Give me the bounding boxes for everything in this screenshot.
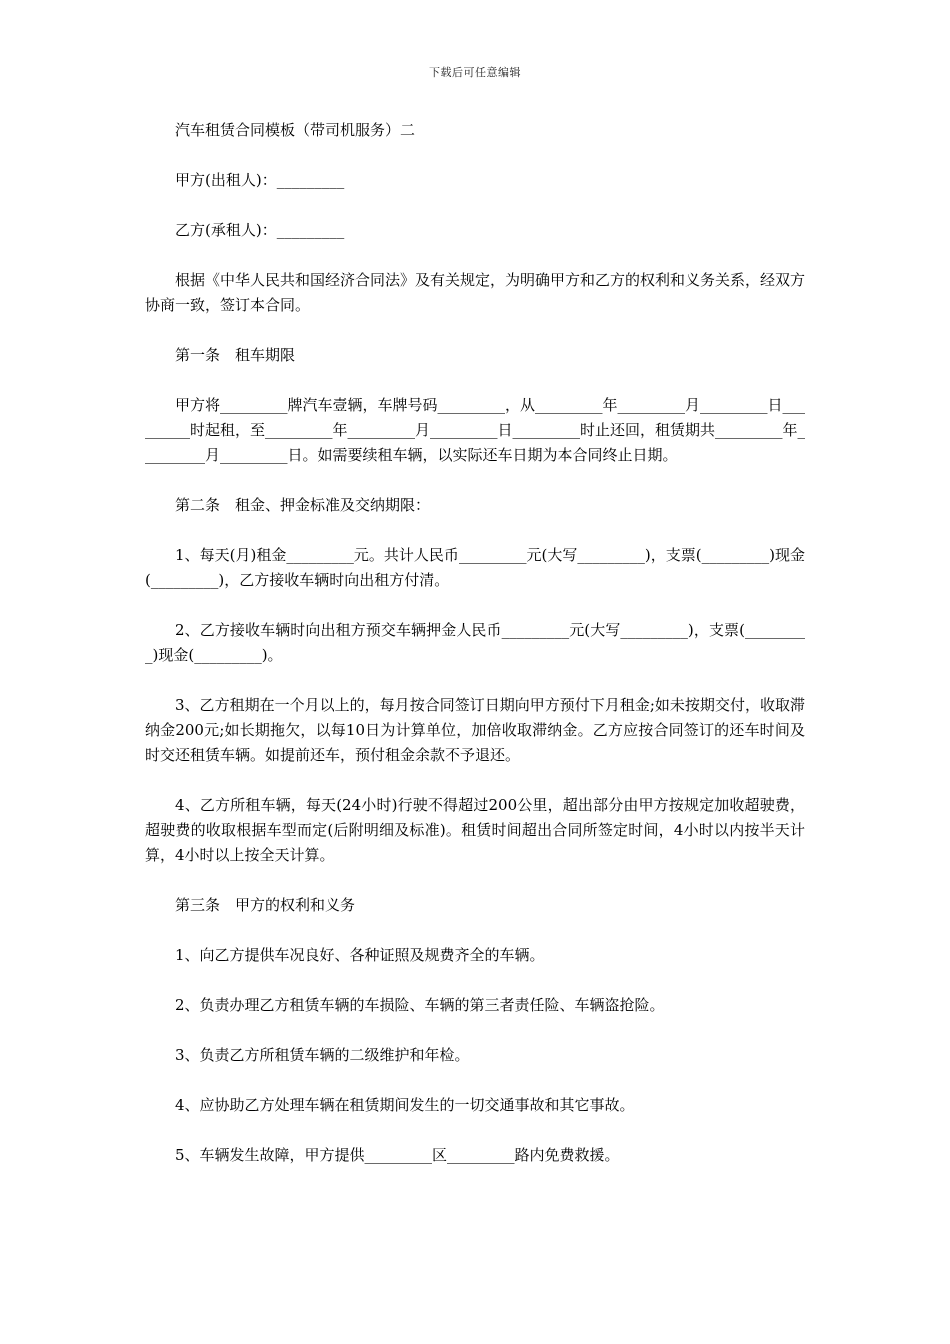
article-3-paragraph-3: 3、负责乙方所租赁车辆的二级维护和年检。 <box>175 1046 470 1064</box>
party-b-line: 乙方(承租人)：_________ <box>175 221 345 239</box>
article-3-paragraph-4: 4、应协助乙方处理车辆在租赁期间发生的一切交通事故和其它事故。 <box>175 1096 635 1114</box>
article-1-paragraph-1: 甲方将_________牌汽车壹辆，车牌号码_________，从_________年_________月_________日_________时起租，至_________年_________月_________日_________时止还回，租赁期共_________年_________月_________日。如需要续租车辆，以实际还车日期为本合同终止日期。 <box>145 396 806 464</box>
article-2-paragraph-1: 1、每天(月)租金_________元。共计人民币_________元(大写_________)，支票(_________)现金(_________)，乙方接收车辆时向出租方付清。 <box>145 546 805 589</box>
article-2-paragraph-2: 2、乙方接收车辆时向出租方预交车辆押金人民币_________元(大写_________)，支票(_________)现金(_________)。 <box>145 621 805 664</box>
article-2-paragraph-4: 4、乙方所租车辆，每天(24小时)行驶不得超过200公里，超出部分由甲方按规定加收超驶费，超驶费的收取根据车型而定(后附明细及标准)。租赁时间超出合同所签定时间，4小时以内按半天计算，4小时以上按全天计算。 <box>145 796 806 864</box>
party-a-line: 甲方(出租人)：_________ <box>175 171 345 189</box>
document-body <box>145 118 805 1193</box>
article-3-paragraph-1: 1、向乙方提供车况良好、各种证照及规费齐全的车辆。 <box>175 946 545 964</box>
preamble-paragraph: 根据《中华人民共和国经济合同法》及有关规定，为明确甲方和乙方的权利和义务关系，经双方协商一致，签订本合同。 <box>145 271 806 314</box>
article-3-paragraph-2: 2、负责办理乙方租赁车辆的车损险、车辆的第三者责任险、车辆盗抢险。 <box>175 996 665 1014</box>
article-2-heading: 第二条 租金、押金标准及交纳期限： <box>175 496 431 514</box>
article-3-heading: 第三条 甲方的权利和义务 <box>175 896 356 914</box>
article-2-paragraph-3: 3、乙方租期在一个月以上的，每月按合同签订日期向甲方预付下月租金;如未按期交付，收取滞纳金200元;如长期拖欠，以每10日为计算单位，加倍收取滞纳金。乙方应按合同签订的还车时间及时交还租赁车辆。如提前还车，预付租金余款不予退还。 <box>145 696 805 764</box>
page-header: 下载后可任意编辑 <box>429 66 521 79</box>
article-1-heading: 第一条 租车期限 <box>175 346 296 364</box>
article-3-paragraph-5: 5、车辆发生故障，甲方提供_________区_________路内免费救援。 <box>175 1146 620 1164</box>
document-title: 汽车租赁合同模板（带司机服务）二 <box>175 121 416 139</box>
